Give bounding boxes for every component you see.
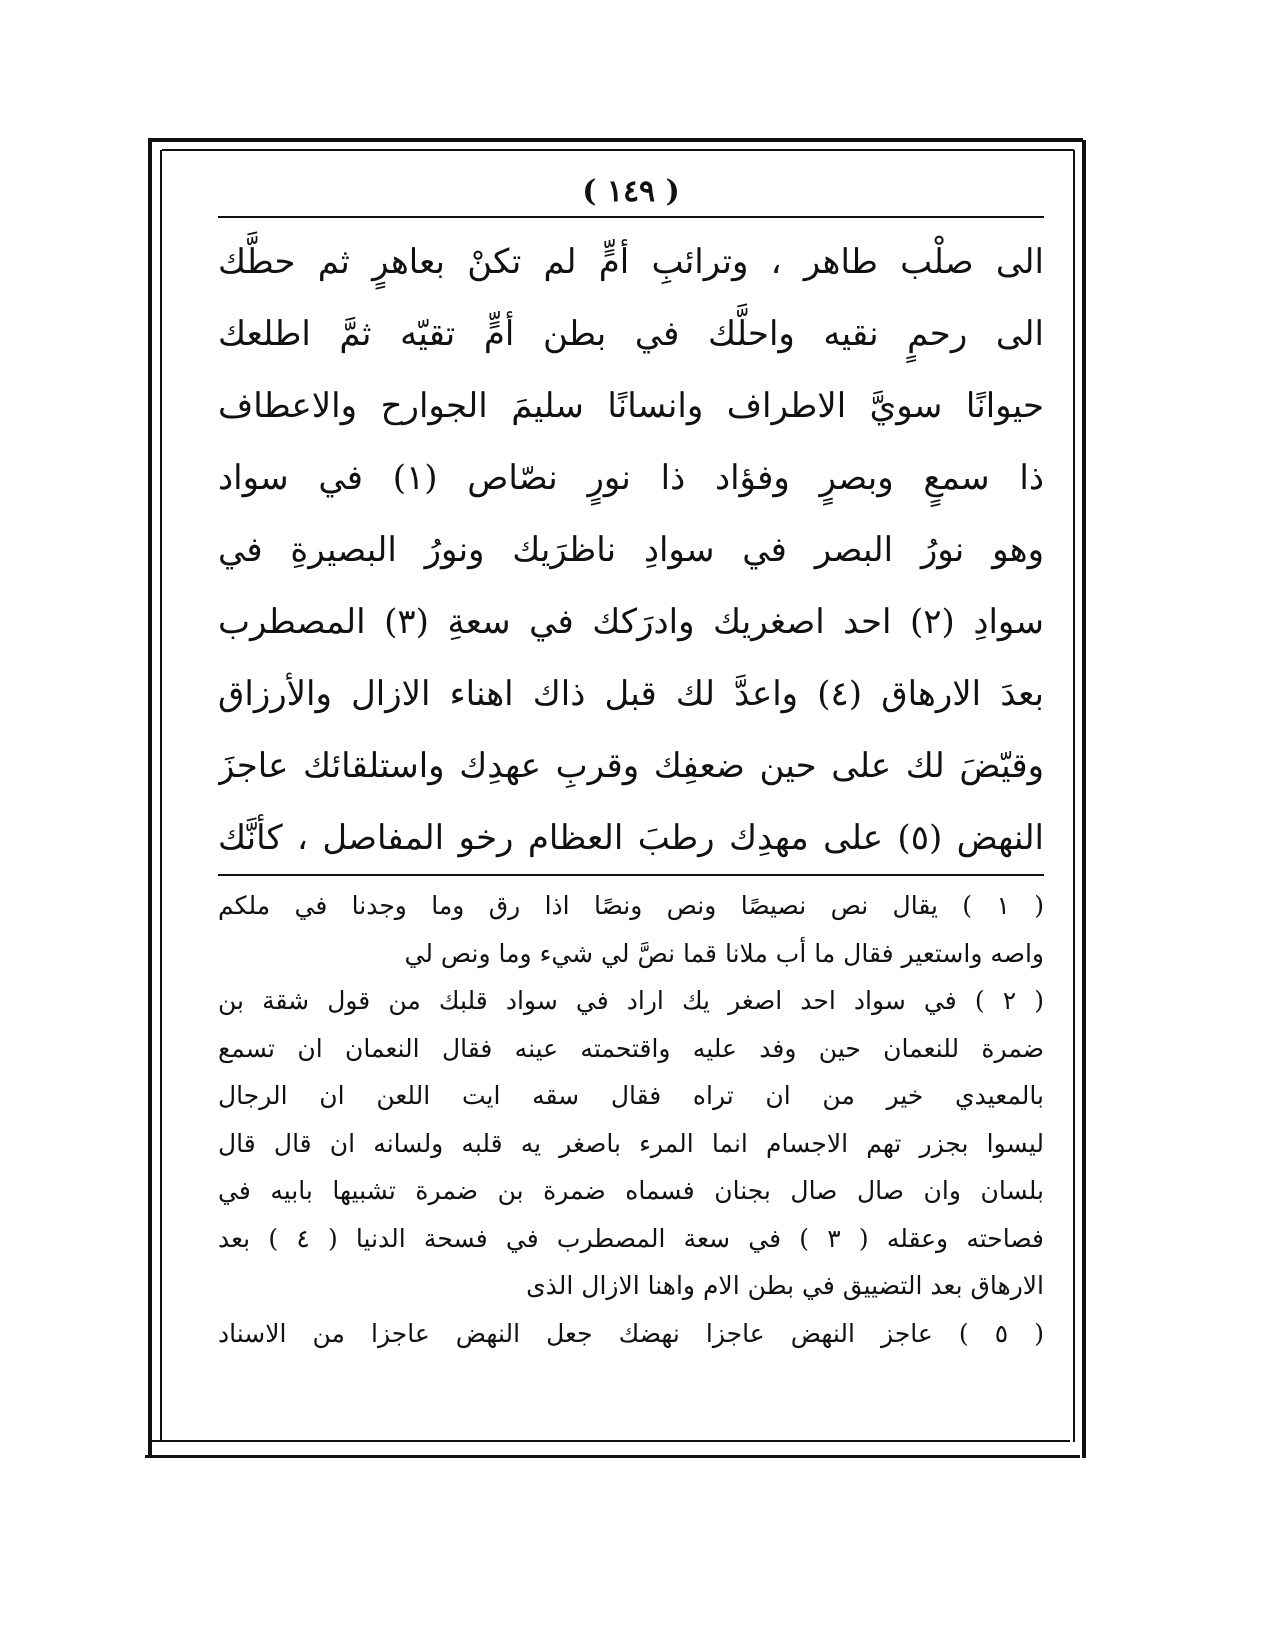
footnote-line: ( ٥ ) عاجز النهض عاجزا نهضك جعل النهض عاجزا من الاسناد xyxy=(218,1318,1044,1348)
footnotes xyxy=(218,882,1044,1357)
frame-left-outer xyxy=(148,140,152,1458)
main-line: الى رحمٍ نقيه واحلَّك في بطن أمٍّ تقيّه ثمَّ اطلعك xyxy=(218,314,1044,354)
footnote-line: فصاحته وعقله ( ٣ ) في سعة المصطرب في فسحة الدنيا ( ٤ ) بعد xyxy=(218,1223,1044,1253)
page-content xyxy=(218,168,1044,1357)
main-line: بعدَ الارهاق (٤) واعدَّ لك قبل ذاك اهناء الازال والأرزاق xyxy=(218,674,1044,714)
footnote-line: ( ٢ ) في سواد احد اصغر يك اراد في سواد قلبك من قول شقة بن xyxy=(218,986,1044,1015)
main-line: حيوانًا سويَّ الاطراف وانسانًا سليمَ الجوارح والاعطاف xyxy=(218,386,1044,426)
main-line: سوادِ (٢) احد اصغريك وادرَكك في سعةِ (٣) المصطرب xyxy=(218,602,1044,642)
footnote-line: ليسوا بجزر تهم الاجسام انما المرء باصغر يه قلبه ولسانه ان قال قال xyxy=(218,1128,1044,1158)
frame-top-outer xyxy=(148,138,1083,142)
footnote-line: بالمعيدي خير من ان تراه فقال سقه ايت اللعن ان الرجال xyxy=(218,1081,1044,1110)
main-line: النهض (٥) على مهدِك رطبَ العظام رخو المفاصل ، كأنَّك xyxy=(218,818,1044,858)
footnote-line: الارهاق بعد التضييق في بطن الام واهنا الازال الذى xyxy=(526,1271,1044,1300)
main-line: الى صلْب طاهر ، وترائبِ أمٍّ لم تكنْ بعاهرٍ ثم حطَّك xyxy=(218,242,1044,282)
footnote-separator xyxy=(218,874,1044,876)
frame-right-outer xyxy=(1082,140,1086,1458)
frame-left-inner xyxy=(160,150,162,1442)
frame-bottom-inner xyxy=(150,1440,1070,1442)
footnote-line: واصه واستعير فقال ما أب ملانا قما نصَّ لي شيء وما ونص لي xyxy=(404,938,1044,968)
main-line: وقيّضَ لك على حين ضعفِك وقربِ عهدِك واستلقائك عاجزَ xyxy=(218,746,1044,786)
footnote-line: بلسان وان صال صال بجنان فسماه ضمرة بن ضمرة تشبيها بابيه في xyxy=(218,1176,1044,1205)
main-text xyxy=(218,226,1044,874)
frame-right-inner xyxy=(1073,150,1075,1442)
header-separator xyxy=(218,216,1044,218)
page-number: ( ١٤٩ ) xyxy=(582,174,680,209)
frame-bottom-outer xyxy=(145,1455,1080,1458)
main-line: ذا سمعٍ وبصرٍ وفؤاد ذا نورٍ نصّاص (١) في سواد xyxy=(218,458,1044,498)
footnote-line: ( ١ ) يقال نص نصيصًا ونص ونصًا اذا رق وما وجدنا في ملكم xyxy=(218,891,1044,920)
main-line: وهو نورُ البصر في سوادِ ناظرَيك ونورُ البصيرةِ في xyxy=(218,530,1044,570)
footnote-line: ضمرة للنعمان حين وفد عليه واقتحمته عينه فقال النعمان ان تسمع xyxy=(218,1033,1044,1063)
frame-top-inner xyxy=(162,149,1074,151)
